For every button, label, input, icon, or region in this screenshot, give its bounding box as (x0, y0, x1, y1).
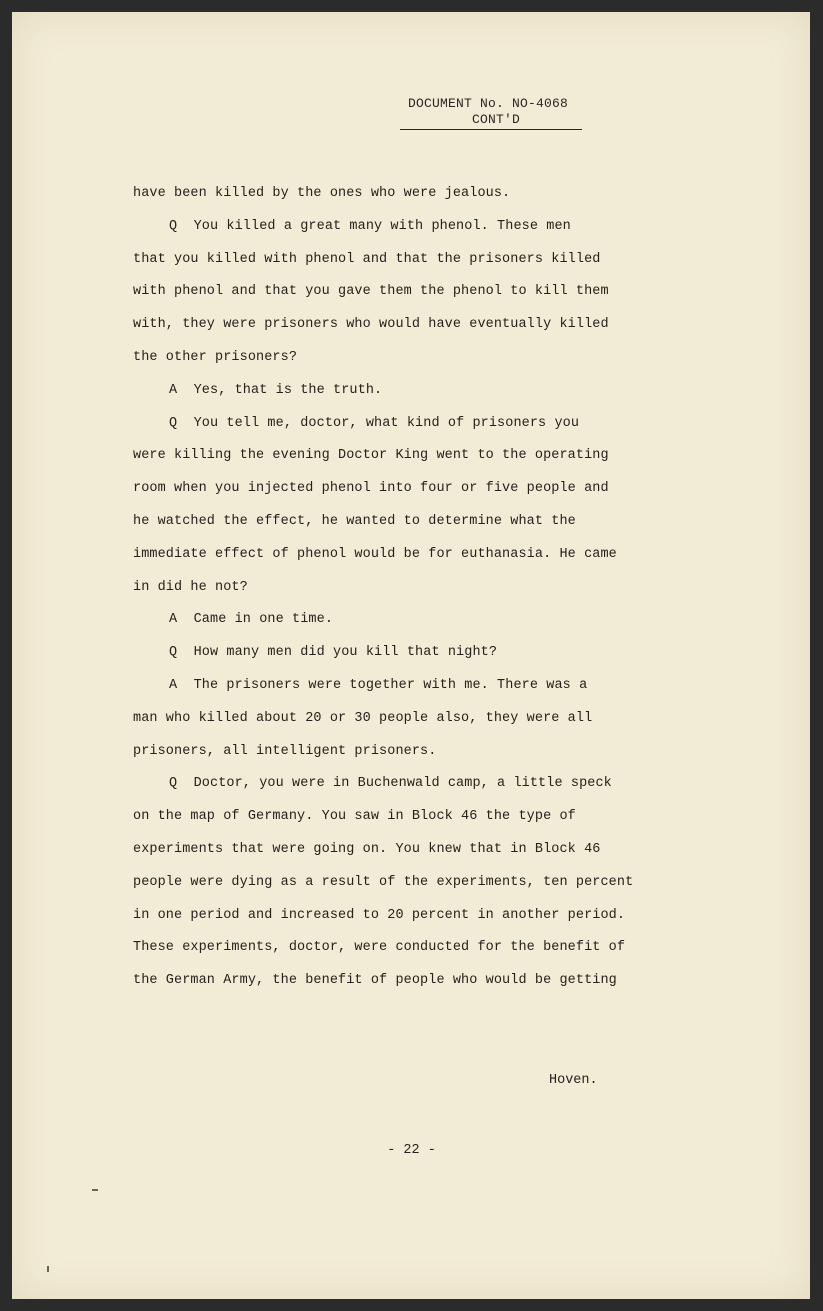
text-line: people were dying as a result of the experiments, ten percent (133, 874, 634, 890)
answer-line: A Yes, that is the truth. (169, 382, 383, 398)
header-underline (400, 129, 582, 130)
page-number: - 22 - (387, 1143, 436, 1158)
text-line: in did he not? (133, 579, 248, 595)
text-line: with, they were prisoners who would have eventually killed (133, 317, 609, 333)
text-line: he watched the effect, he wanted to determine what the (133, 513, 576, 529)
question-line: Q How many men did you kill that night? (169, 645, 498, 661)
text-line: man who killed about 20 or 30 people also, they were all (133, 710, 593, 726)
text-line: These experiments, doctor, were conducted for the benefit of (133, 940, 626, 956)
text-line: room when you injected phenol into four or five people and (133, 481, 609, 497)
text-line: experiments that were going on. You knew that in Block 46 (133, 841, 601, 857)
text-line: the other prisoners? (133, 349, 298, 365)
text-line: have been killed by the ones who were jealous. (133, 186, 511, 201)
document-number: DOCUMENT No. NO-4068 (408, 96, 569, 111)
text-line: were killing the evening Doctor King went to the operating (133, 448, 609, 464)
paper-mark (47, 1266, 49, 1272)
answer-line: A Came in one time. (169, 612, 334, 628)
paper-mark (92, 1189, 98, 1191)
text-line: with phenol and that you gave them the phenol to kill them (133, 284, 609, 300)
text-line: the German Army, the benefit of people who would be getting (133, 973, 617, 989)
transcript-body (133, 178, 653, 998)
text-line: on the map of Germany. You saw in Block 46 the type of (133, 809, 576, 825)
continued-label: CONT'D (471, 112, 520, 127)
document-header (400, 96, 582, 130)
text-line: prisoners, all intelligent prisoners. (133, 743, 437, 759)
text-line: that you killed with phenol and that the prisoners killed (133, 251, 601, 267)
question-line: Q You tell me, doctor, what kind of prisoners you (169, 415, 580, 431)
text-line: in one period and increased to 20 percent in another period. (133, 907, 626, 923)
signature-initial: Hoven. (549, 1073, 598, 1088)
question-line: Q Doctor, you were in Buchenwald camp, a little speck (169, 776, 612, 792)
text-line: immediate effect of phenol would be for euthanasia. He came (133, 546, 617, 562)
question-line: Q You killed a great many with phenol. These men (169, 218, 571, 234)
answer-line: A The prisoners were together with me. There was a (169, 677, 588, 693)
